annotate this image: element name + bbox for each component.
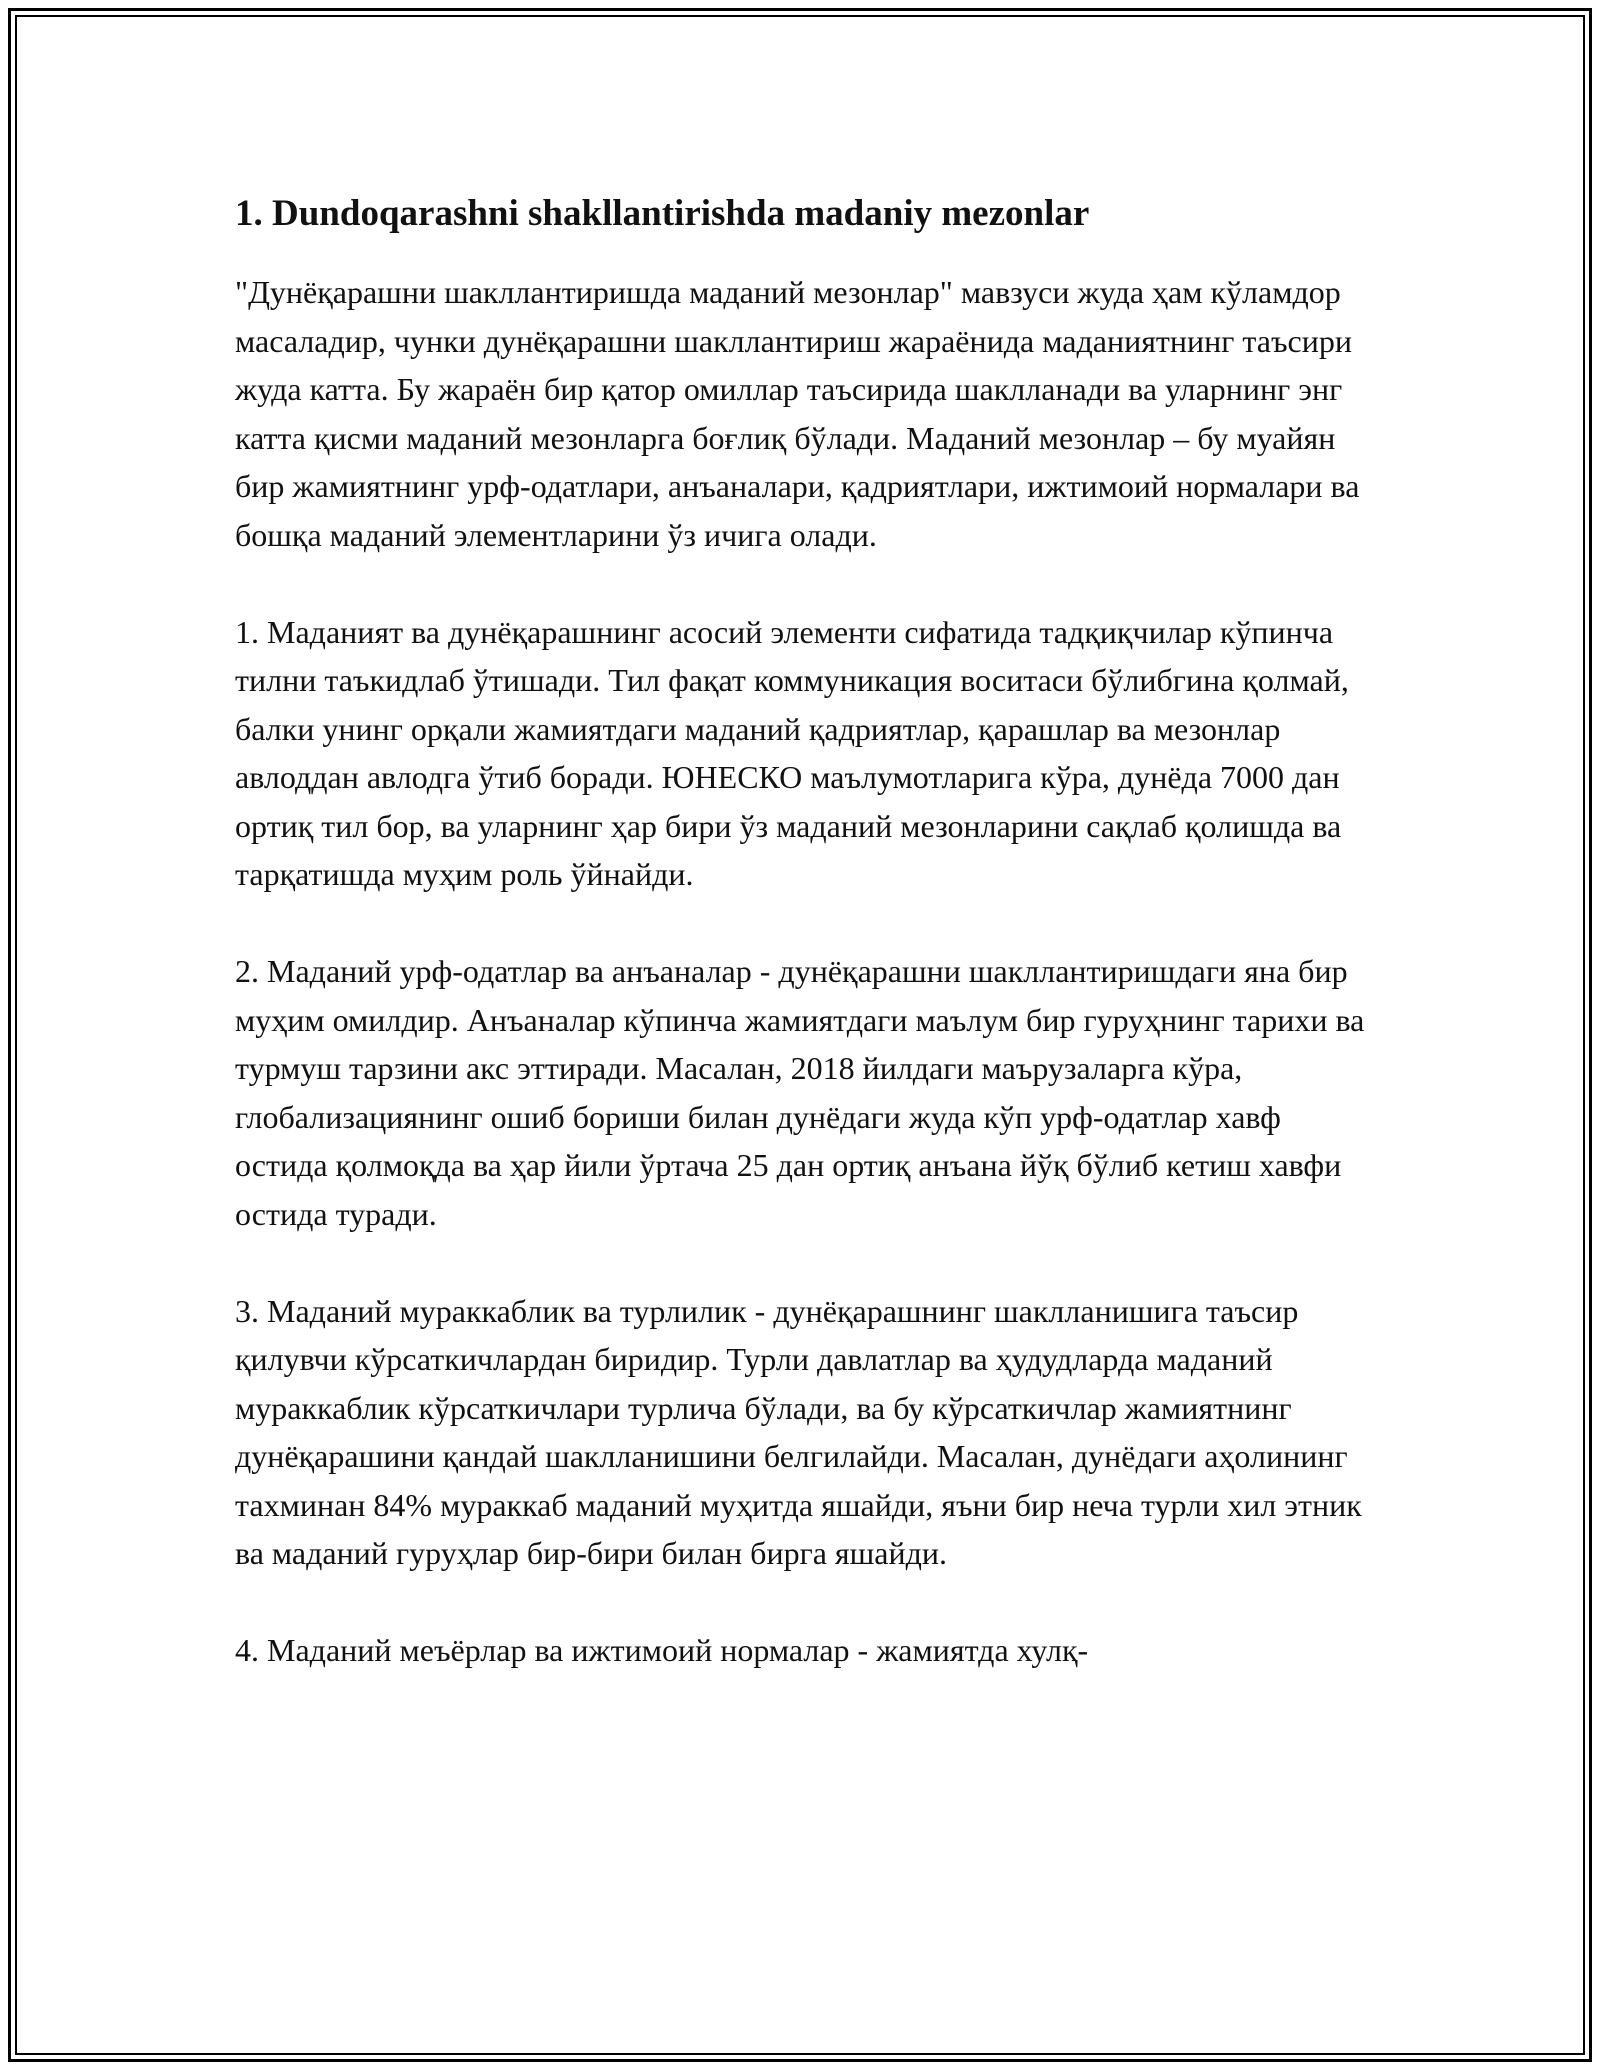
document-title: 1. Dundoqarashni shakllantirishda madaniy mezonlar [235, 193, 1090, 234]
paragraph-diversity: 3. Маданий мураккаблик ва турлилик - дунёқарашнинг шаклланишига таъсир қилувчи кўрсаткичлардан биридир. Турли давлатлар ва ҳудудларда маданий мураккаблик кўрсаткичлари турлича бўлади, ва бу кўрсаткичлар жамиятнинг дунёқарашини қандай шаклланишини белгилайди. Масалан, дунёдаги аҳолининг тахминан 84% мураккаб маданий муҳитда яшайди, яъни бир неча турли хил этник ва маданий гуруҳлар бир-бири билан бирга яшайди. [235, 1292, 1362, 1571]
document-body [235, 186, 1370, 1723]
paragraph-norms: 4. Маданий меъёрлар ва ижтимоий нормалар - жамиятда хулқ- [235, 1632, 1089, 1668]
intro-paragraph: "Дунёқарашни шакллантиришда маданий мезонлар" мавзуси жуда ҳам кўламдор масаладир, чунки дунёқарашни шакллантириш жараёнида маданиятнинг таъсири жуда катта. Бу жараён бир қатор омиллар таъсирида шаклланади ва уларнинг энг катта қисми маданий мезонларга боғлиқ бўлади. Маданий мезонлар – бу муайян бир жамиятнинг урф-одатлари, анъаналари, қадриятлари, ижтимоий нормалари ва бошқа маданий элементларини ўз ичига олади. [235, 274, 1360, 553]
paragraph-traditions: 2. Маданий урф-одатлар ва анъаналар - дунёқарашни шакллантиришдаги яна бир муҳим омилдир. Анъаналар кўпинча жамиятдаги маълум бир гуруҳнинг тарихи ва турмуш тарзини акс эттиради. Масалан, 2018 йилдаги маърузаларга кўра, глобализациянинг ошиб бориши билан дунёдаги жуда кўп урф-одатлар хавф остида қолмоқда ва ҳар йили ўртача 25 дан ортиқ анъана йўқ бўлиб кетиш хавфи остида туради. [235, 953, 1365, 1232]
paragraph-language: 1. Маданият ва дунёқарашнинг асосий элементи сифатида тадқиқчилар кўпинча тилни таъкидлаб ўтишади. Тил фақат коммуникация воситаси бўлибгина қолмай, балки унинг орқали жамиятдаги маданий қадриятлар, қарашлар ва мезонлар авлоддан авлодга ўтиб боради. ЮНЕСКО маълумотларига кўра, дунёда 7000 дан ортиқ тил бор, ва уларнинг ҳар бири ўз маданий мезонларини сақлаб қолишда ва тарқатишда муҳим роль ўйнайди. [235, 613, 1349, 892]
